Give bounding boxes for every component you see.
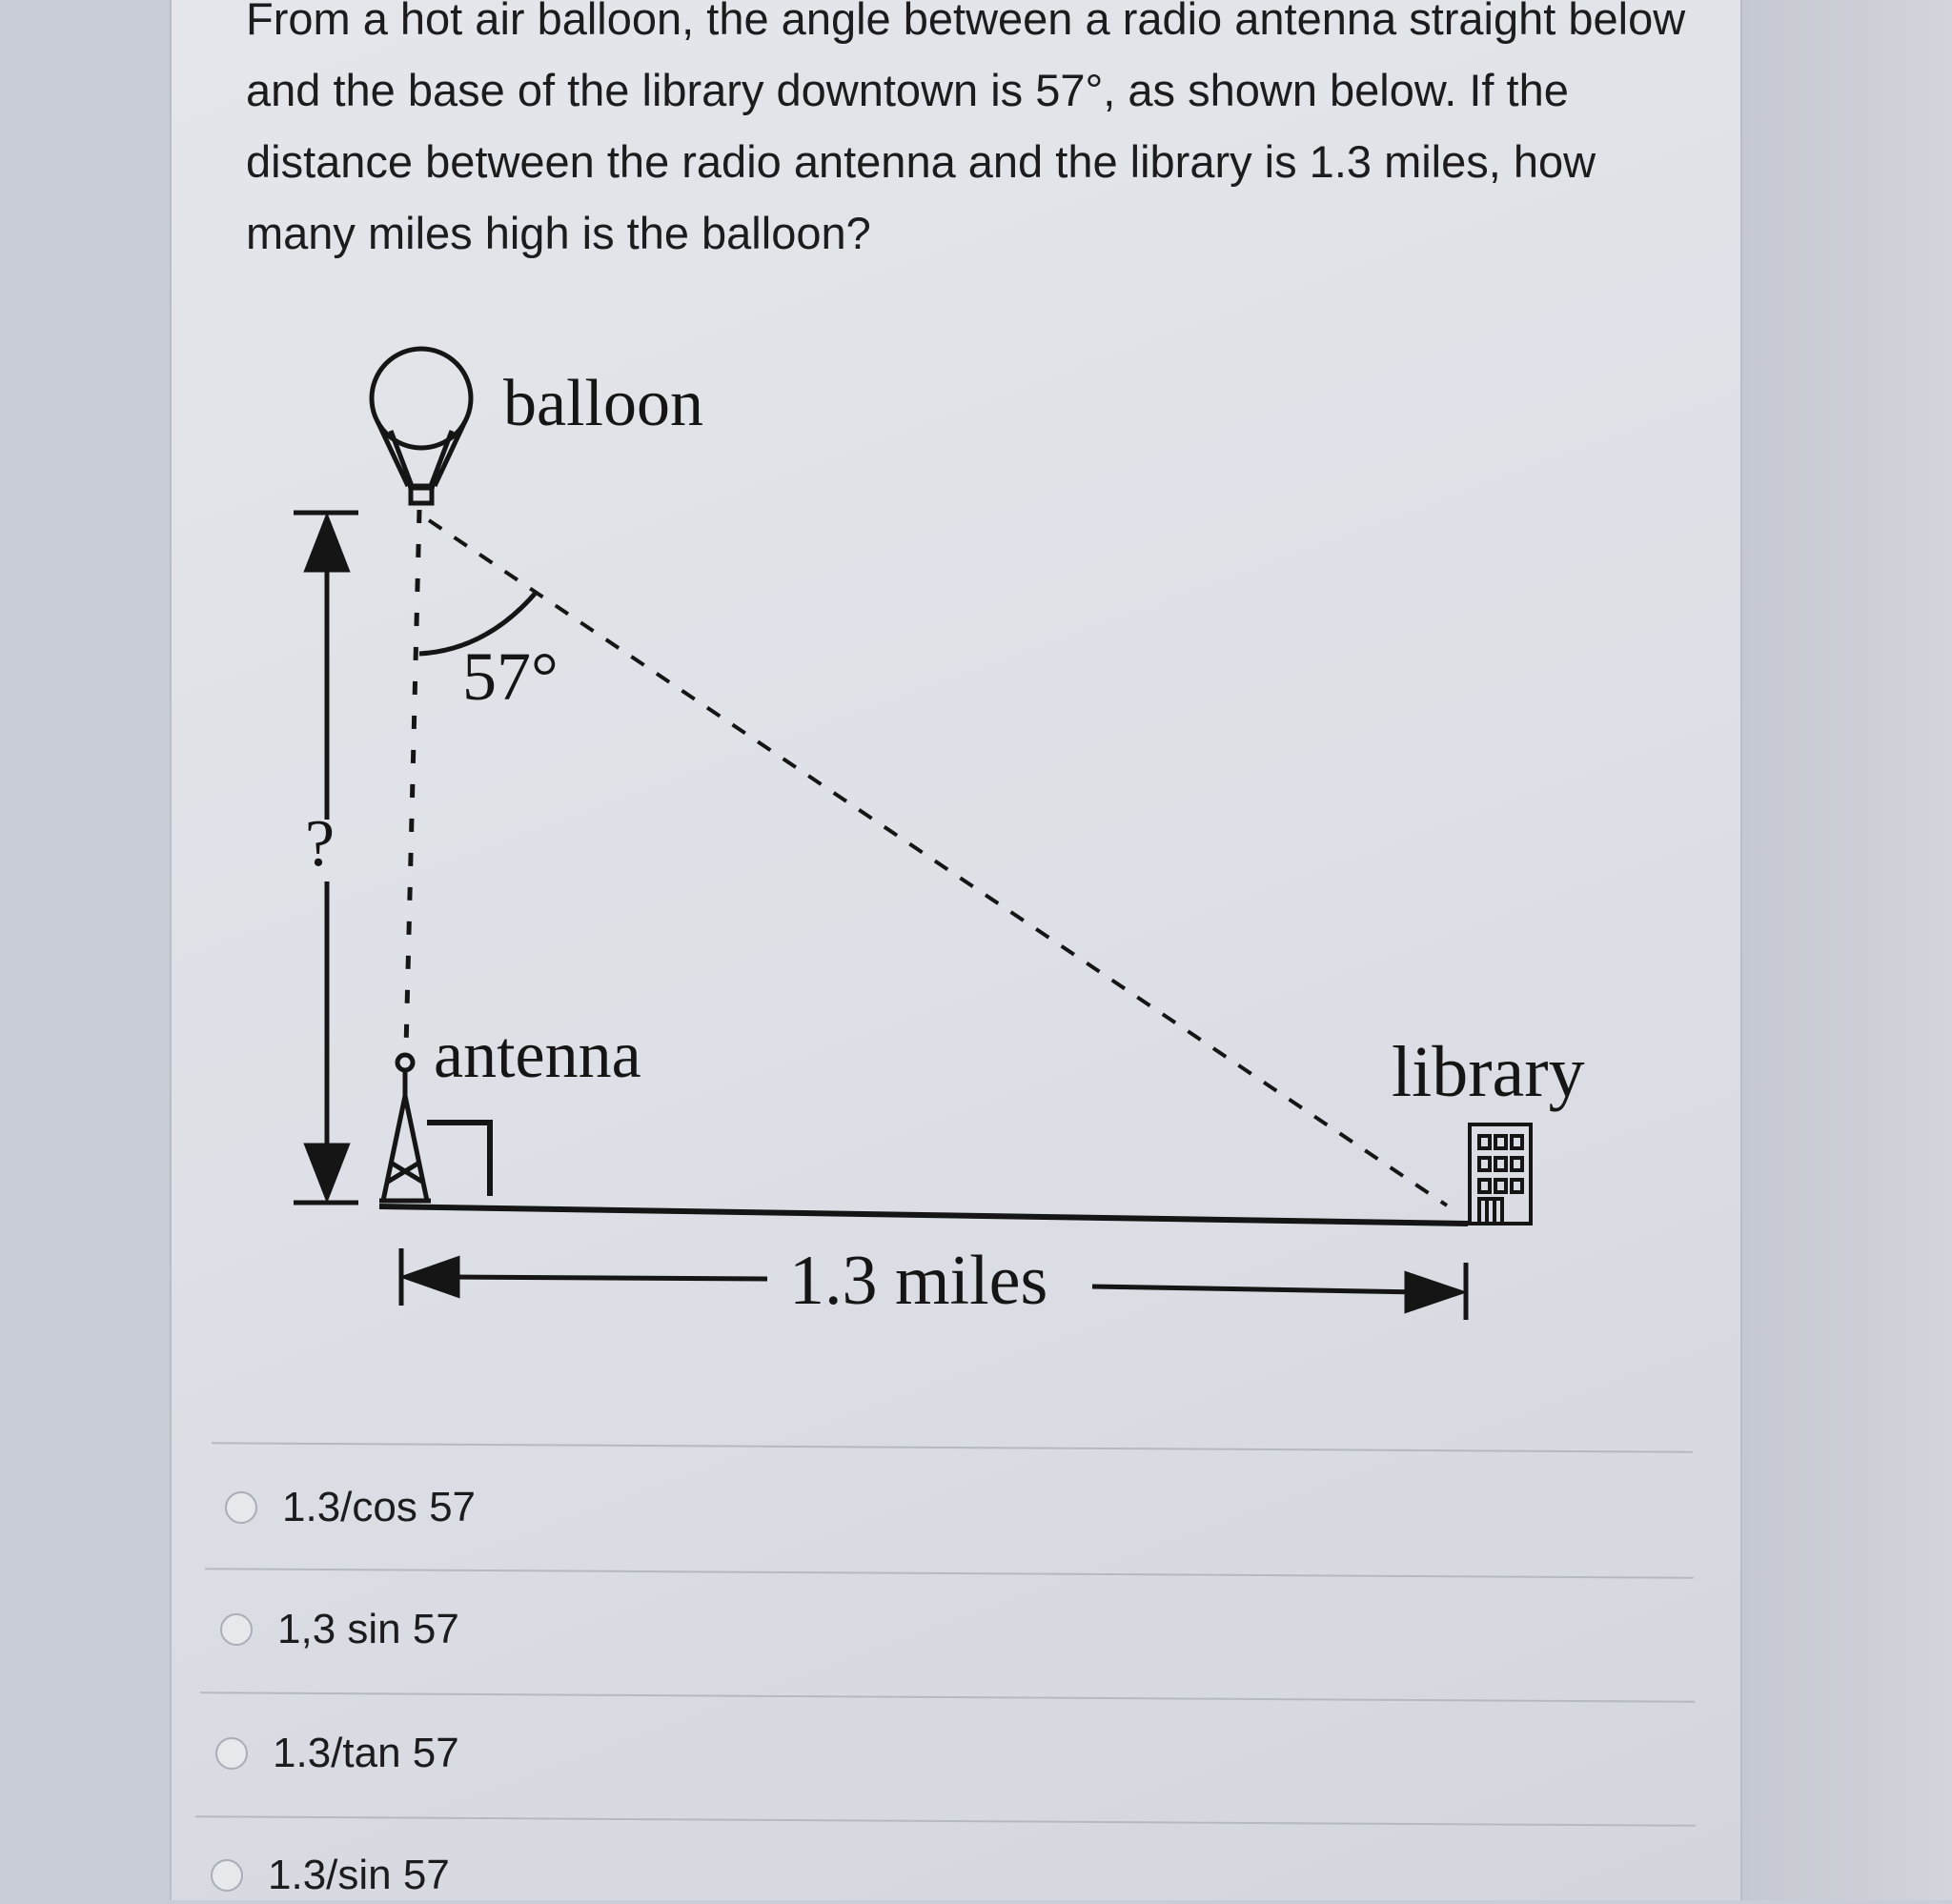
question-text: From a hot air balloon, the angle between a radio antenna straight below and the base of the library downtown is 57°, as shown below. If the distance between the radio antenna and the library is 1.3 miles, how many miles high is the balloon?	[246, 0, 1686, 258]
balloon-icon	[372, 349, 471, 503]
option-3[interactable]	[215, 1725, 459, 1782]
distance-label: 1.3 miles	[789, 1242, 1048, 1320]
ground-line	[379, 1206, 1468, 1224]
unknown-height-label: ?	[305, 807, 336, 881]
radio-button-icon[interactable]	[211, 1859, 243, 1892]
hypotenuse-sightline	[429, 520, 1447, 1205]
triangle-diagram	[267, 343, 1639, 1334]
page-background	[1740, 0, 1952, 1900]
option-4[interactable]	[211, 1847, 450, 1904]
radio-button-icon[interactable]	[215, 1737, 248, 1770]
option-label: 1.3/cos 57	[282, 1484, 477, 1530]
library-icon	[1470, 1124, 1531, 1224]
antenna-label: antenna	[434, 1019, 641, 1092]
angle-label: 57°	[462, 638, 559, 715]
option-label: 1.3/tan 57	[273, 1730, 459, 1776]
radio-button-icon[interactable]	[220, 1613, 253, 1646]
right-angle-marker	[427, 1123, 490, 1196]
vertical-sightline	[406, 510, 419, 1048]
option-2[interactable]	[220, 1601, 459, 1658]
radio-button-icon[interactable]	[225, 1491, 257, 1524]
antenna-icon	[379, 1055, 431, 1201]
option-label: 1.3/sin 57	[268, 1852, 450, 1898]
library-label: library	[1392, 1032, 1585, 1112]
option-1[interactable]	[225, 1479, 476, 1536]
option-label: 1,3 sin 57	[277, 1606, 459, 1652]
balloon-label: balloon	[503, 367, 703, 440]
